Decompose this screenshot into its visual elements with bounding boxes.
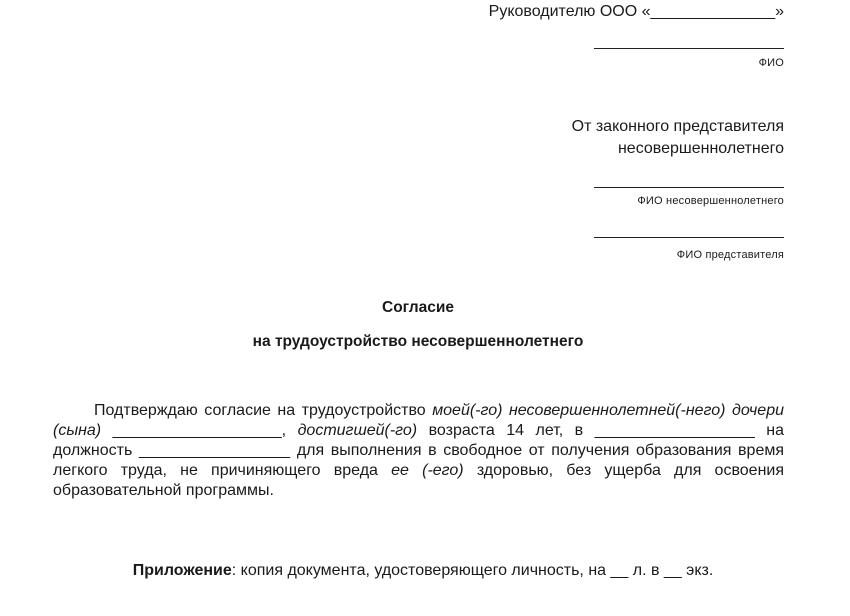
body-text-3: возраста 14 лет, в __________________ на должность _________________ для выполнения в свободное от получения образования время легкого труда, не причиняющего вреда	[53, 422, 784, 479]
fio-caption: ФИО	[758, 57, 784, 69]
body-italic-2: достигшей(-го)	[297, 422, 418, 439]
appendix-text: : копия документа, удостоверяющего личность, на __ л. в __ экз.	[231, 562, 714, 579]
rep-fio-blank-line	[594, 237, 784, 238]
body-text-2: ___________________,	[101, 422, 298, 439]
fio-blank-line	[594, 48, 784, 49]
body-text-1: Подтверждаю согласие на трудоустройство	[94, 402, 433, 419]
document-title: Согласие	[382, 299, 454, 316]
body-italic-1: моей(-го) несовершеннолетней(-него) дочери (сына)	[53, 402, 784, 439]
from-line-1: От законного представителя	[571, 118, 784, 135]
addressee-line: Руководителю ООО «______________»	[488, 3, 784, 20]
body-text-4: здоровью, без ущерба для освоения образовательной программы.	[53, 462, 785, 499]
minor-fio-blank-line	[594, 187, 784, 188]
from-line-2: несовершеннолетнего	[617, 140, 784, 157]
consent-paragraph	[53, 401, 784, 501]
document-subtitle: на трудоустройство несовершеннолетнего	[252, 333, 584, 350]
appendix-label: Приложение	[132, 562, 232, 579]
rep-fio-caption: ФИО представителя	[676, 249, 784, 261]
minor-fio-caption: ФИО несовершеннолетнего	[637, 195, 784, 207]
appendix-line	[0, 561, 846, 581]
body-italic-3: ее (-его)	[391, 462, 464, 479]
